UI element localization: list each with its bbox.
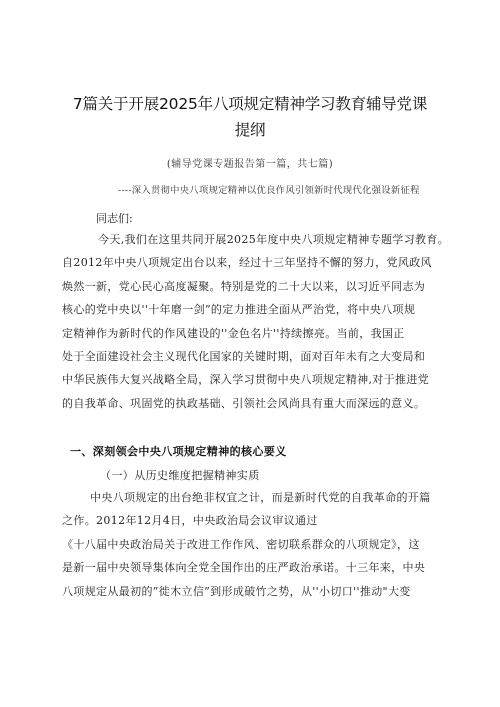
paragraph-line: 中央八项规定的出台绝非权宜之计，而是新时代党的自我革命的开篇 <box>90 491 431 504</box>
paragraph-line: 之作。2012年12月4日，中央政治局会议审议通过 <box>62 514 318 528</box>
paragraph-line: 自2012年中央八项规定出台以来，经过十三年坚持不懈的努力，党风政风 <box>62 256 432 270</box>
title-line-1: 7篇关于开展2025年八项规定精神学习教育辅导党课 <box>72 95 428 113</box>
paragraph-line: 核心的党中央以''十年磨一剑”的定力推进全面从严治党，将中央八项规 <box>62 303 416 317</box>
subsection-heading-1: （一）从历史维度把握精神实质 <box>100 469 260 482</box>
paragraph-intro <box>62 228 460 415</box>
paragraph-line: 《十八届中央政治局关于改进工作作风、密切联系群众的八项规定》，这 <box>62 537 420 551</box>
paragraph-history <box>62 486 460 603</box>
document-subtitle: (辅导党课专题报告第一篇，共七篇) <box>166 159 334 170</box>
paragraph-line: 焕然一新，党心民心高度凝聚。特别是党的二十大以来，以习近平同志为 <box>62 279 426 293</box>
document-tagline: ----深入贯彻中央八项规定精神以优良作风引领新时代现代化强设新征程 <box>118 185 420 196</box>
paragraph-line: 处于全面建设社会主义现代化国家的关键时期，面对百年未有之大变局和 <box>62 350 426 364</box>
paragraph-line: 定精神作为新时代的作风建设的''金色名片''持续擦亮。当前，我国正 <box>62 326 405 340</box>
document-title <box>60 91 440 143</box>
title-line-2: 提纲 <box>234 121 266 139</box>
paragraph-line: 今天,我们在这里共同开展2025年度中央八项规定精神专题学习教育。 <box>98 233 450 246</box>
paragraph-line: 是新一届中央领导集体向全党全国作出的庄严政治承诺。十三年来，中央 <box>62 561 426 575</box>
paragraph-line: 的自我革命、巩固党的执政基础、引领社会风尚具有重大而深远的意义。 <box>62 396 426 410</box>
greeting: 同志们: <box>96 212 133 225</box>
paragraph-line: 中华民族伟大复兴战略全局，深入学习贯彻中央八项规定精神,对于推进党 <box>62 373 430 387</box>
section-heading-1: 一、深刻领会中央八项规定精神的核心要义 <box>70 445 287 458</box>
paragraph-line: 八项规定从最初的”徙木立信”到形成破竹之势，从''小切口''推动"大变 <box>62 584 411 598</box>
